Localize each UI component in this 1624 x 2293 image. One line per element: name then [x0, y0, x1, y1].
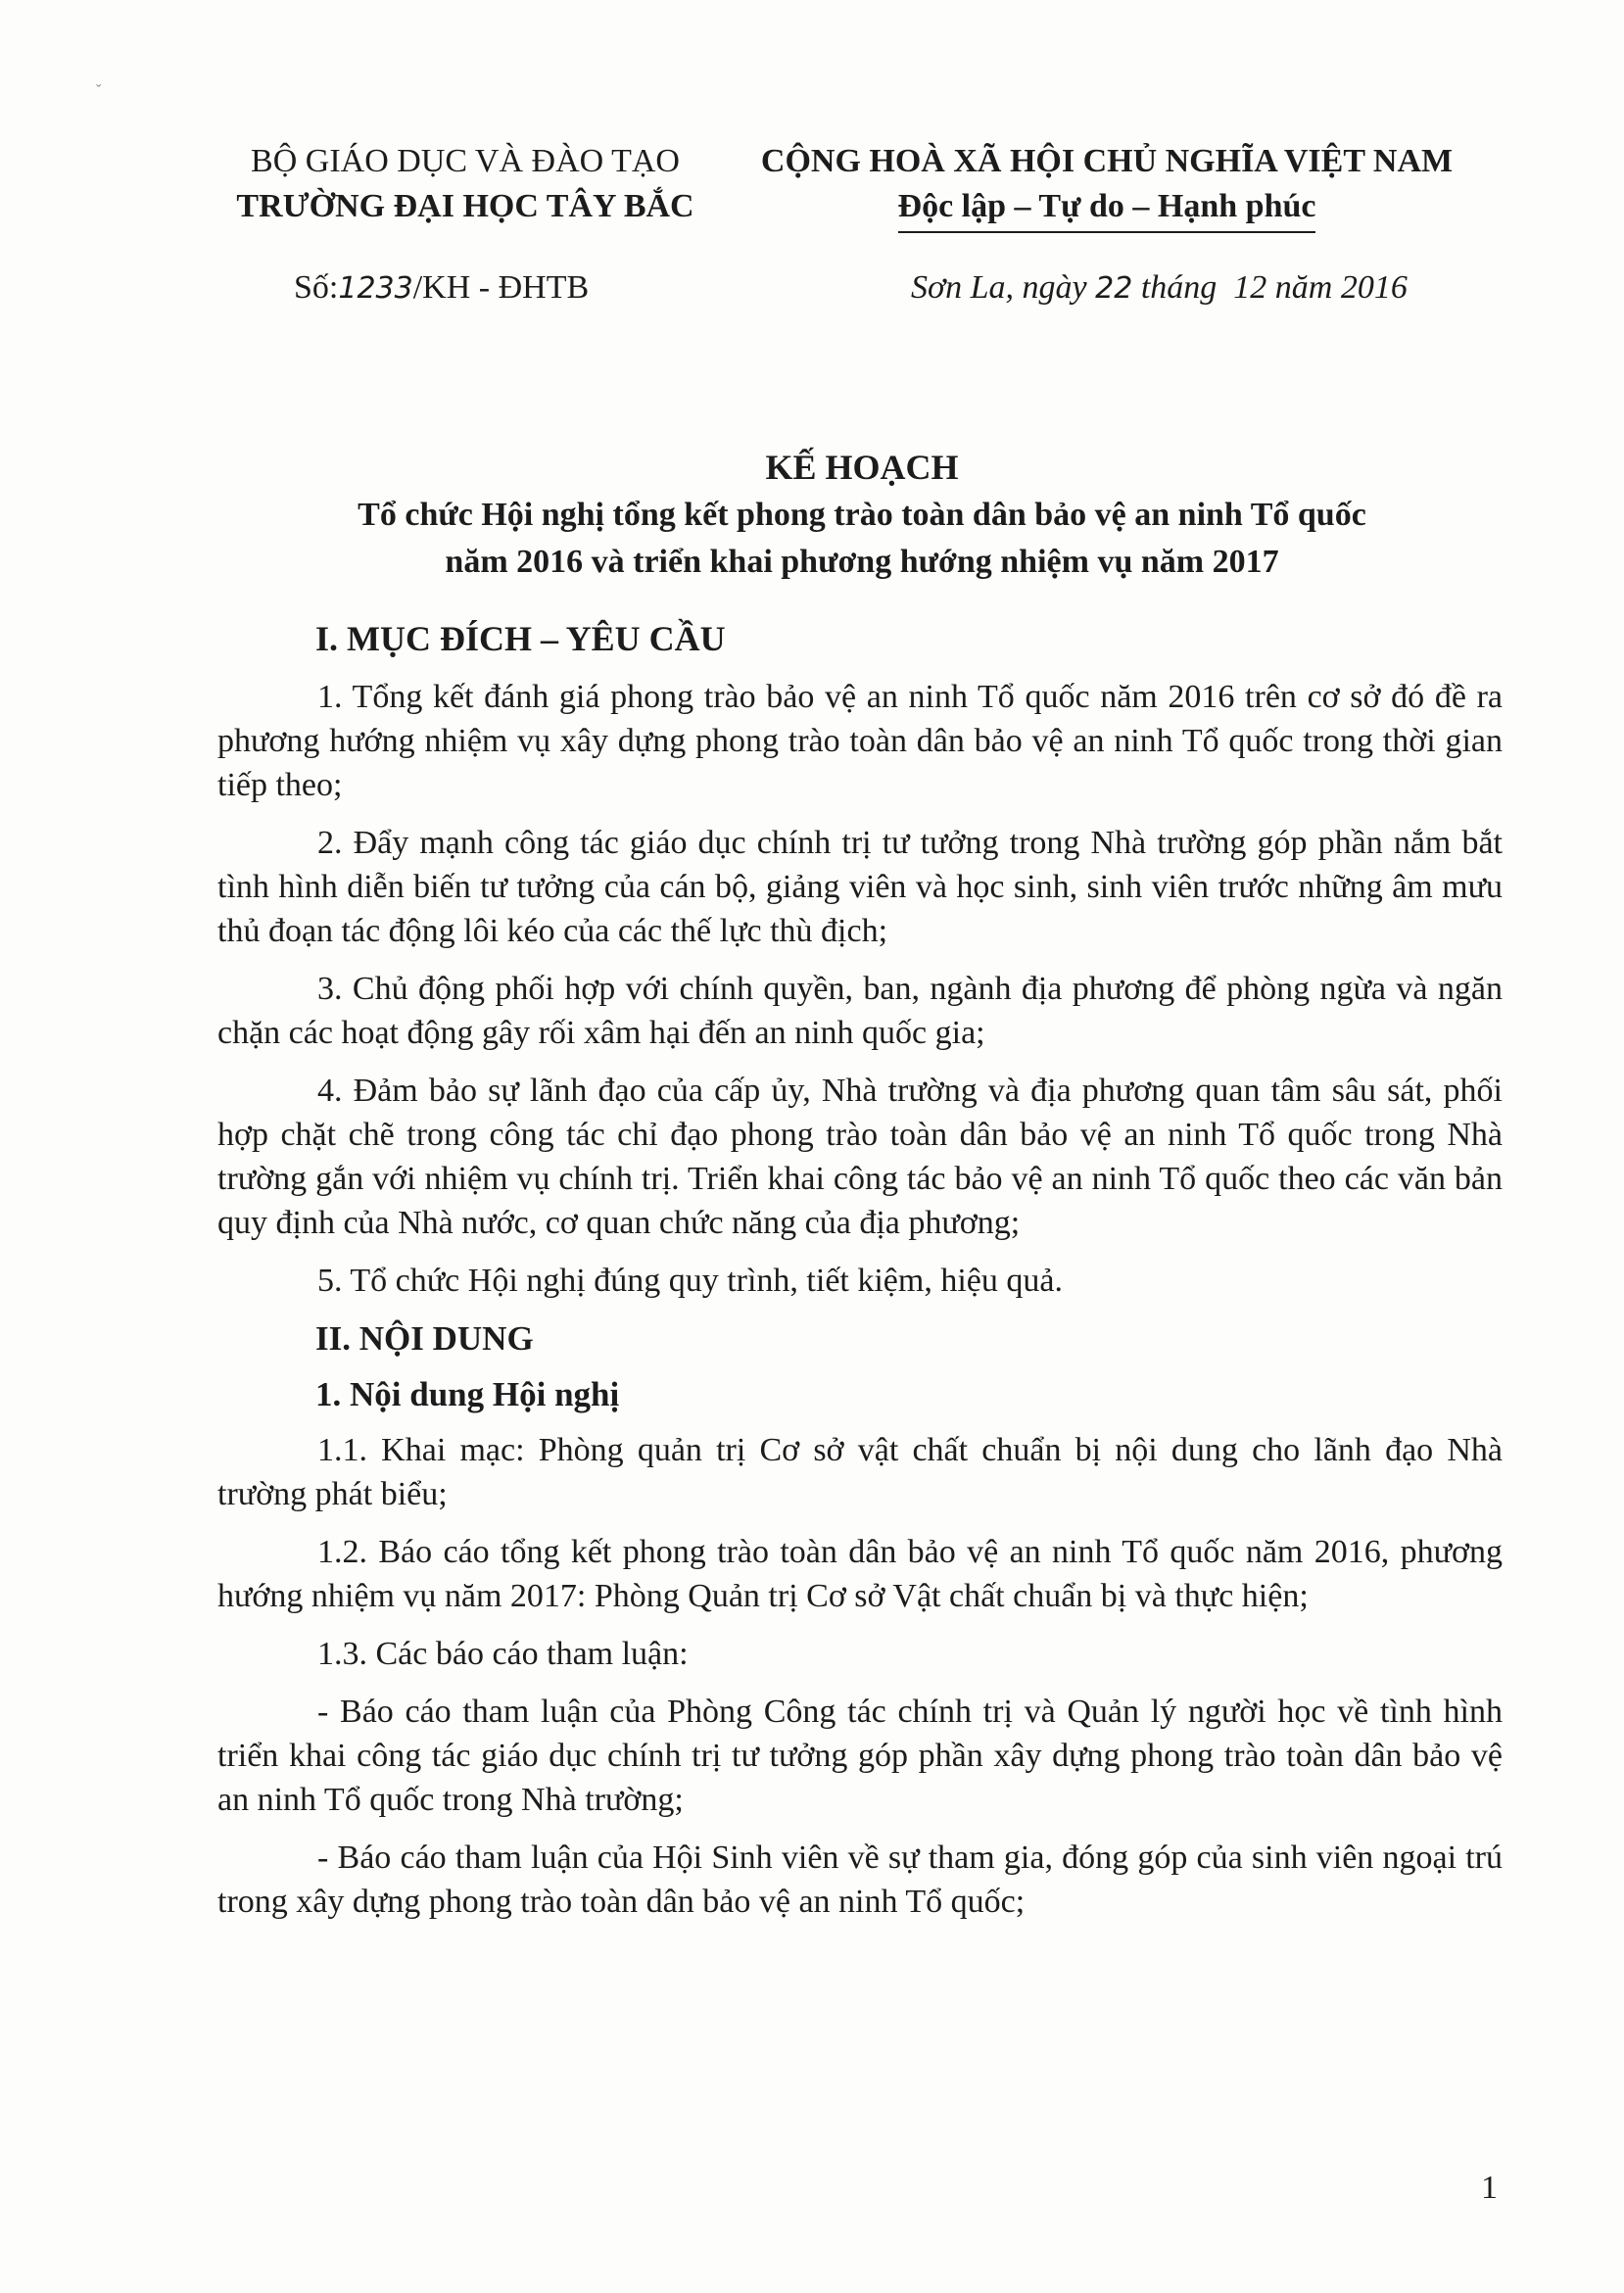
doc-number-prefix: Số: [294, 269, 339, 306]
section-2-item-4: - Báo cáo tham luận của Phòng Công tác chính trị và Quản lý người học về tình hình triển khai công tác giáo dục chính trị tư tưởng góp phần xây dựng phong trào toàn dân bảo vệ an ninh Tổ quốc trong Nhà trường; [217, 1694, 1503, 1818]
school-name: TRƯỜNG ĐẠI HỌC TÂY BẮC [236, 188, 694, 224]
section-2-sub-1-heading: 1. Nội dung Hội nghị [315, 1375, 620, 1413]
document-number [294, 269, 589, 307]
document-body [217, 617, 1503, 1937]
header-right [730, 139, 1484, 233]
document-date [911, 269, 1408, 307]
section-1-item-3: 3. Chủ động phối hợp với chính quyền, ban, ngành địa phương để phòng ngừa và ngăn chặn các hoạt động gây rối xâm hại đến an ninh quốc gia; [217, 971, 1503, 1051]
doc-date-prefix: Sơn La, ngày [911, 269, 1096, 306]
title-line-3: năm 2016 và triển khai phương hướng nhiệm vụ năm 2017 [445, 544, 1279, 580]
title-line-1: KẾ HOẠCH [765, 448, 959, 487]
document-title [201, 443, 1523, 586]
section-2-item-1: 1.1. Khai mạc: Phòng quản trị Cơ sở vật chất chuẩn bị nội dung cho lãnh đạo Nhà trường phát biểu; [217, 1432, 1503, 1512]
scan-speck: ˇ [96, 82, 102, 99]
section-2-item-3: 1.3. Các báo cáo tham luận: [317, 1636, 689, 1672]
country-name: CỘNG HOÀ XÃ HỘI CHỦ NGHĨA VIỆT NAM [760, 143, 1454, 179]
section-1-heading: I. MỤC ĐÍCH – YÊU CẦU [315, 619, 726, 658]
doc-date-handwritten-day: 22 [1095, 271, 1133, 306]
section-1-item-5: 5. Tổ chức Hội nghị đúng quy trình, tiết kiệm, hiệu quả. [317, 1263, 1063, 1299]
doc-number-suffix: /KH - ĐHTB [412, 269, 590, 306]
section-1-item-1: 1. Tổng kết đánh giá phong trào bảo vệ an ninh Tổ quốc năm 2016 trên cơ sở đó đề ra phương hướng nhiệm vụ xây dựng phong trào toàn dân bảo vệ an ninh Tổ quốc trong thời gian tiếp theo; [217, 679, 1503, 803]
section-2-item-5: - Báo cáo tham luận của Hội Sinh viên về sự tham gia, đóng góp của sinh viên ngoại trú trong xây dựng phong trào toàn dân bảo vệ an ninh Tổ quốc; [217, 1839, 1503, 1920]
section-2-heading: II. NỘI DUNG [315, 1319, 534, 1358]
ministry-name: BỘ GIÁO DỤC VÀ ĐÀO TẠO [251, 143, 680, 179]
national-motto: Độc lập – Tự do – Hạnh phúc [898, 184, 1316, 233]
section-2-item-2: 1.2. Báo cáo tổng kết phong trào toàn dân bảo vệ an ninh Tổ quốc năm 2016, phương hướng nhiệm vụ năm 2017: Phòng Quản trị Cơ sở Vật chất chuẩn bị và thực hiện; [217, 1534, 1503, 1614]
doc-number-handwritten: 1233 [338, 271, 413, 306]
header-left [201, 139, 730, 229]
section-1-item-4: 4. Đảm bảo sự lãnh đạo của cấp ủy, Nhà trường và địa phương quan tâm sâu sát, phối hợp chặt chẽ trong công tác chỉ đạo phong trào toàn dân bảo vệ an ninh Tổ quốc trong Nhà trường gắn với nhiệm vụ chính trị. Triển khai công tác bảo vệ an ninh Tổ quốc theo các văn bản quy định của Nhà nước, cơ quan chức năng của địa phương; [217, 1073, 1503, 1241]
doc-date-suffix: tháng 12 năm 2016 [1132, 269, 1408, 306]
section-1-item-2: 2. Đẩy mạnh công tác giáo dục chính trị tư tưởng trong Nhà trường góp phần nắm bắt tình hình diễn biến tư tưởng của cán bộ, giảng viên và học sinh, sinh viên trước những âm mưu thủ đoạn tác động lôi kéo của các thế lực thù địch; [217, 825, 1503, 949]
page-number: 1 [1481, 2170, 1498, 2206]
title-line-2: Tổ chức Hội nghị tổng kết phong trào toàn dân bảo vệ an ninh Tổ quốc [358, 497, 1366, 533]
